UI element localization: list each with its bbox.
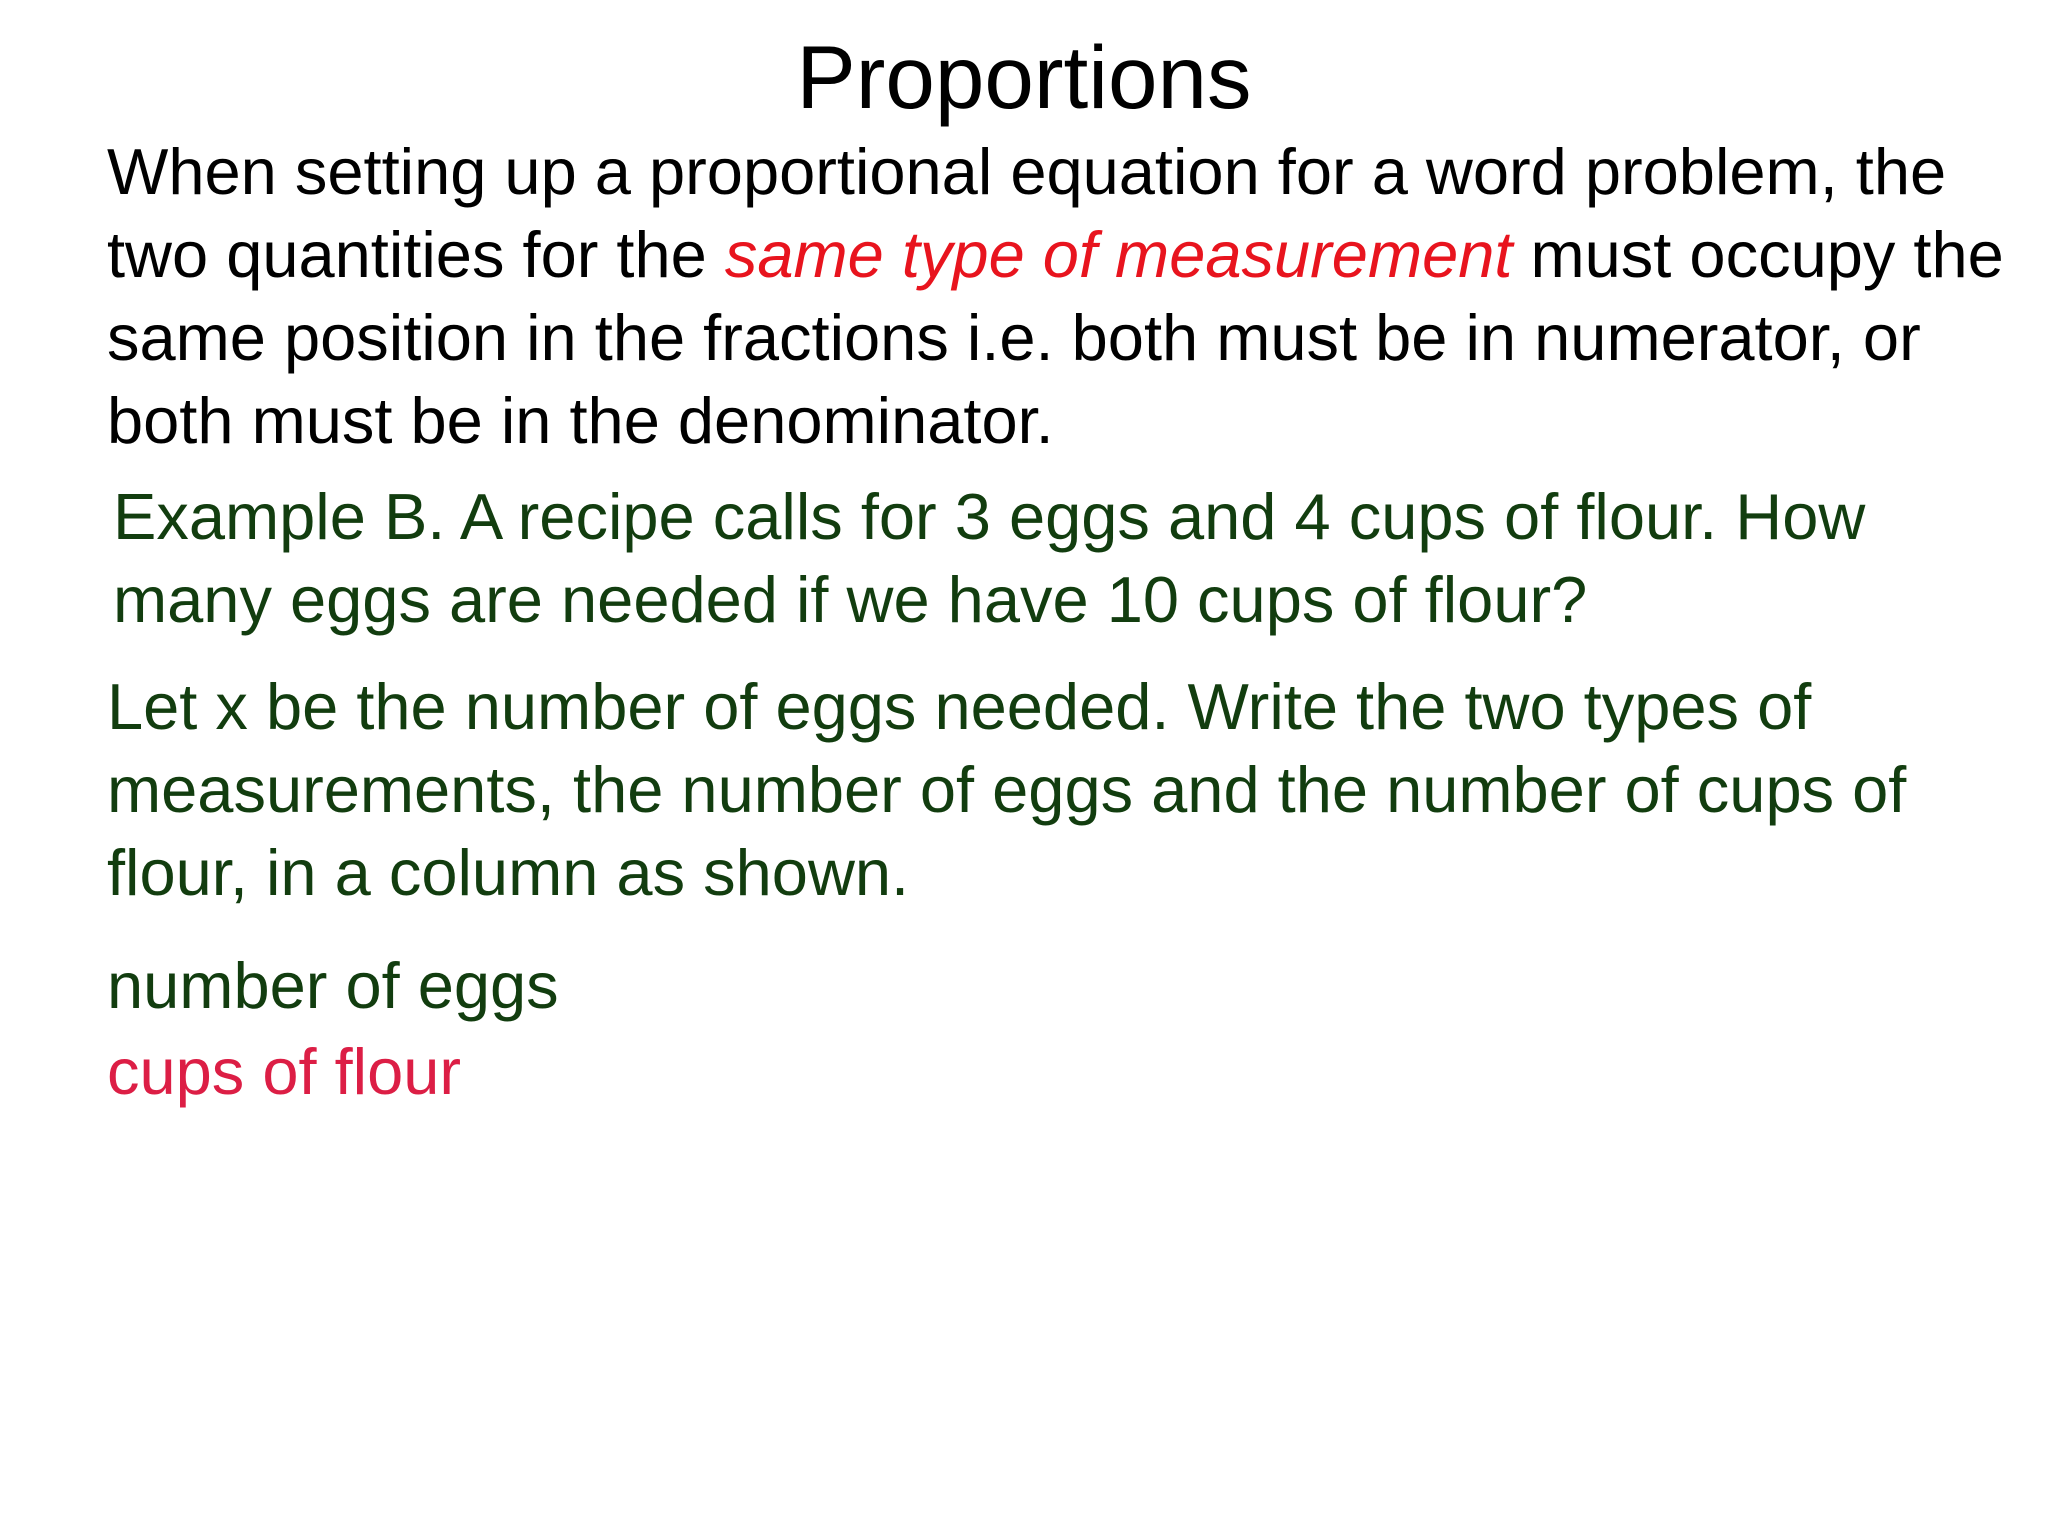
slide-title: Proportions (796, 27, 1252, 127)
instruction-text: Let x be the number of eggs needed. Write the two types of measurements, the number of eggs and the number of cups of flour, in a column as shown. (107, 670, 1907, 909)
intro-paragraph (107, 130, 2007, 462)
column-label-eggs: number of eggs (107, 949, 559, 1022)
column-label-flour: cups of flour (107, 1035, 462, 1108)
intro-text-part1: When setting up a proportional equation for a word problem, the two quantities for the (107, 135, 1947, 291)
example-b-text: Example B. A recipe calls for 3 eggs and 4 cups of flour. How many eggs are needed if we have 10 cups of flour? (113, 480, 1866, 636)
intro-text-part2: must occupy the same position in the fractions i.e. both must be in numerator, or both must be in the denominator. (107, 218, 2004, 457)
intro-highlight: same type of measurement (724, 218, 1513, 291)
